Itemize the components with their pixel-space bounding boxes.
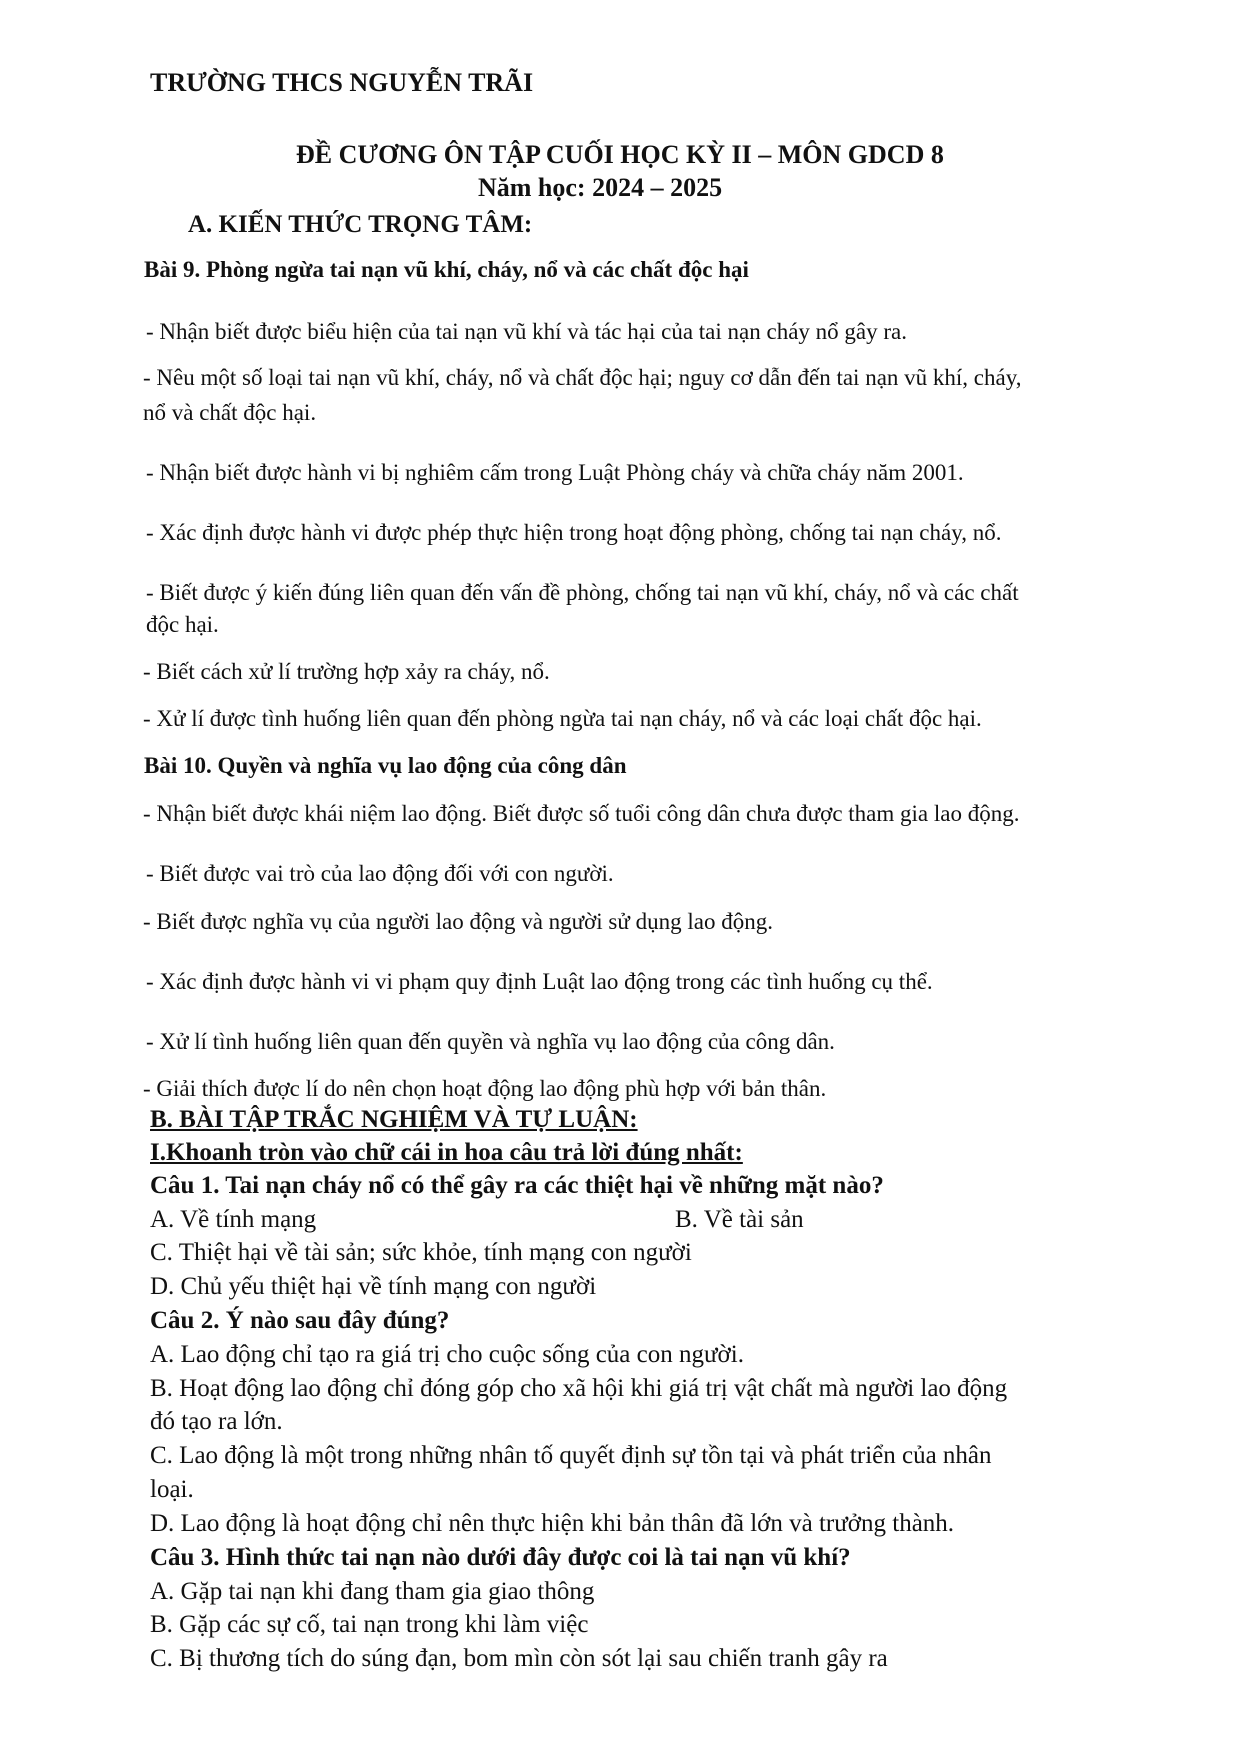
question-1-stem: Câu 1. Tai nạn cháy nổ có thể gây ra các thiệt hại về những mặt nào? <box>150 1172 884 1199</box>
school-year: Năm học: 2024 – 2025 <box>478 173 723 202</box>
lesson-10-item: - Biết được vai trò của lao động đối với con người. <box>146 861 614 886</box>
question-1-option-b: B. Về tài sản <box>675 1206 804 1233</box>
section-a-heading: A. KIẾN THỨC TRỌNG TÂM: <box>188 211 533 238</box>
section-b-heading: B. BÀI TẬP TRẮC NGHIỆM VÀ TỰ LUẬN: <box>150 1106 638 1133</box>
lesson-9-item: - Xác định được hành vi được phép thực hiện trong hoạt động phòng, chống tai nạn cháy, nổ. <box>146 520 1002 545</box>
lesson-9-item: - Nêu một số loại tai nạn vũ khí, cháy, nổ và chất độc hại; nguy cơ dẫn đến tai nạn vũ khí, cháy, <box>143 365 1022 390</box>
question-2-option-a: A. Lao động chỉ tạo ra giá trị cho cuộc sống của con người. <box>150 1341 744 1368</box>
question-1-option-c: C. Thiệt hại về tài sản; sức khỏe, tính mạng con người <box>150 1239 692 1266</box>
school-name: TRƯỜNG THCS NGUYỄN TRÃI <box>150 68 534 97</box>
lesson-9-item: độc hại. <box>146 612 219 637</box>
question-3-stem: Câu 3. Hình thức tai nạn nào dưới đây được coi là tai nạn vũ khí? <box>150 1544 851 1571</box>
question-2-stem: Câu 2. Ý nào sau đây đúng? <box>150 1307 450 1334</box>
part-1-heading: I.Khoanh tròn vào chữ cái in hoa câu trả lời đúng nhất: <box>150 1139 743 1166</box>
question-2-option-b-cont: đó tạo ra lớn. <box>150 1408 283 1435</box>
question-3-option-c: C. Bị thương tích do súng đạn, bom mìn còn sót lại sau chiến tranh gây ra <box>150 1645 888 1672</box>
lesson-9-item: - Nhận biết được biểu hiện của tai nạn vũ khí và tác hại của tai nạn cháy nổ gây ra. <box>146 319 907 344</box>
question-2-option-c: C. Lao động là một trong những nhân tố quyết định sự tồn tại và phát triển của nhân <box>150 1442 992 1469</box>
question-1-option-a: A. Về tính mạng <box>150 1206 317 1233</box>
lesson-9-item: - Nhận biết được hành vi bị nghiêm cấm trong Luật Phòng cháy và chữa cháy năm 2001. <box>146 460 964 485</box>
question-3-option-a: A. Gặp tai nạn khi đang tham gia giao thông <box>150 1578 595 1605</box>
lesson-9-title: Bài 9. Phòng ngừa tai nạn vũ khí, cháy, nổ và các chất độc hại <box>144 257 749 282</box>
question-3-option-b: B. Gặp các sự cố, tai nạn trong khi làm việc <box>150 1611 589 1638</box>
question-2-option-d: D. Lao động là hoạt động chỉ nên thực hiện khi bản thân đã lớn và trưởng thành. <box>150 1510 955 1537</box>
lesson-10-item: - Nhận biết được khái niệm lao động. Biết được số tuổi công dân chưa được tham gia lao động. <box>143 801 1020 826</box>
lesson-9-item: - Xử lí được tình huống liên quan đến phòng ngừa tai nạn cháy, nổ và các loại chất độc hại. <box>143 706 982 731</box>
lesson-10-item: - Giải thích được lí do nên chọn hoạt động lao động phù hợp với bản thân. <box>143 1076 827 1101</box>
lesson-10-item: - Biết được nghĩa vụ của người lao động và người sử dụng lao động. <box>143 909 773 934</box>
question-2-option-c-cont: loại. <box>150 1476 194 1503</box>
lesson-9-item: - Biết cách xử lí trường hợp xảy ra cháy, nổ. <box>143 659 550 684</box>
lesson-9-item: - Biết được ý kiến đúng liên quan đến vấn đề phòng, chống tai nạn vũ khí, cháy, nổ và các chất <box>146 580 1019 605</box>
lesson-10-item: - Xử lí tình huống liên quan đến quyền và nghĩa vụ lao động của công dân. <box>146 1029 835 1054</box>
lesson-9-item: nổ và chất độc hại. <box>143 400 317 425</box>
lesson-10-title: Bài 10. Quyền và nghĩa vụ lao động của công dân <box>144 753 627 778</box>
question-1-option-d: D. Chủ yếu thiệt hại về tính mạng con người <box>150 1273 597 1300</box>
document-title: ĐỀ CƯƠNG ÔN TẬP CUỐI HỌC KỲ II – MÔN GDCD 8 <box>296 140 944 169</box>
lesson-10-item: - Xác định được hành vi vi phạm quy định Luật lao động trong các tình huống cụ thể. <box>146 969 933 994</box>
question-2-option-b: B. Hoạt động lao động chỉ đóng góp cho xã hội khi giá trị vật chất mà người lao động <box>150 1375 1008 1402</box>
